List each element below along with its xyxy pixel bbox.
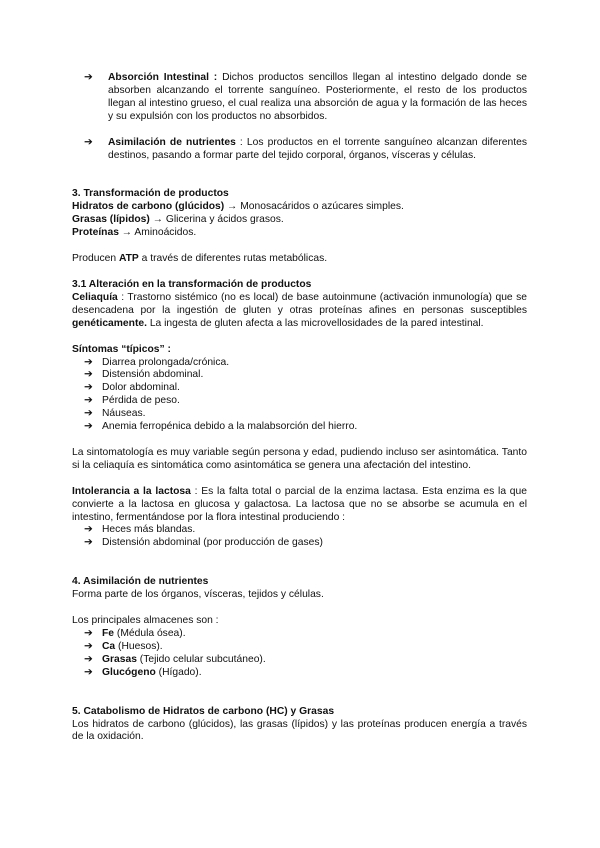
list-item-text: Distensión abdominal (por producción de gases) xyxy=(102,537,323,549)
line-rest: → Monosacáridos o azúcares simples. xyxy=(224,201,404,213)
arrow-icon: ➔ xyxy=(84,136,93,148)
symptomatology-paragraph: La sintomatología es muy variable según persona y edad, pudiendo incluso ser asintomática. Tanto si la celiaquía es sintomática como asintomática se genera una afectación del intestino. xyxy=(72,446,527,471)
arrow-icon: ➔ xyxy=(84,72,93,83)
symptoms-title: Síntomas “típicos” : xyxy=(72,343,171,355)
section-5-text: Los hidratos de carbono (glúcidos), las grasas (lípidos) y las proteínas producen energía a través de la oxidación. xyxy=(72,718,527,743)
lactose-list xyxy=(72,524,527,550)
list-item xyxy=(84,382,527,395)
arrow-icon: ➔ xyxy=(84,382,93,394)
stores-list xyxy=(72,628,527,680)
symptoms-list xyxy=(72,357,527,434)
arrow-icon: ➔ xyxy=(84,666,93,678)
list-item-text: Distensión abdominal. xyxy=(102,369,204,381)
store-detail: (Hígado). xyxy=(155,666,202,678)
list-item-text: Heces más blandas. xyxy=(102,524,196,536)
lactose-text: : Es la falta total o parcial de la enzima lactasa. Esta enzima es la que convierte a la lactosa en glucosa y galactosa. La lactosa que no se absorbe se acumula en el intestino, fermentándose por la flora intestinal produciendo : xyxy=(72,485,527,523)
arrow-icon: ➔ xyxy=(84,653,93,665)
list-item xyxy=(84,628,527,641)
arrow-icon: ➔ xyxy=(84,628,93,639)
bullet-asimilacion xyxy=(72,137,527,163)
arrow-icon: ➔ xyxy=(84,524,93,536)
bullet-title: Absorción Intestinal : xyxy=(108,72,218,83)
document-page xyxy=(72,72,527,744)
line-label: Grasas (lípidos) xyxy=(72,214,150,226)
section-3-heading: 3. Transformación de productos xyxy=(72,188,229,200)
list-item xyxy=(84,395,527,408)
list-item xyxy=(84,408,527,421)
arrow-icon: ➔ xyxy=(84,395,93,407)
section-4-heading: 4. Asimilación de nutrientes xyxy=(72,576,209,588)
bullet-title: Asimilación de nutrientes xyxy=(108,136,236,148)
arrow-icon: ➔ xyxy=(84,421,93,433)
atp-bold: ATP xyxy=(118,253,139,265)
line-label: Proteínas xyxy=(72,227,119,239)
list-item-text: Pérdida de peso. xyxy=(102,395,180,407)
store-detail: (Tejido celular subcutáneo). xyxy=(136,653,266,665)
line-proteinas xyxy=(72,227,527,240)
list-item-text: Diarrea prolongada/crónica. xyxy=(102,356,230,368)
atp-line xyxy=(72,253,527,266)
atp-pre: Producen xyxy=(72,253,119,265)
line-hidratos xyxy=(72,201,527,214)
list-item xyxy=(84,369,527,382)
list-item xyxy=(84,421,527,434)
celiac-text: : Trastorno sistémico (no es local) de base autoinmune (activación inmunología) que se desencadena por la ingestión de gluten y otras proteínas afines en personas susceptibles xyxy=(72,291,527,316)
store-name: Glucógeno xyxy=(102,666,156,678)
celiac-text-2: La ingesta de gluten afecta a las microvellosidades de la pared intestinal. xyxy=(146,317,484,329)
section-31-heading: 3.1 Alteración en la transformación de productos xyxy=(72,278,312,290)
store-detail: (Médula ósea). xyxy=(114,628,186,639)
arrow-icon: ➔ xyxy=(84,356,93,368)
list-item xyxy=(84,357,527,370)
bullet-absorcion xyxy=(72,72,527,124)
list-item-text: Náuseas. xyxy=(102,408,146,420)
store-detail: (Huesos). xyxy=(115,640,163,652)
celiac-label: Celiaquía xyxy=(72,291,118,303)
list-item-text: Anemia ferropénica debido a la malabsorción del hierro. xyxy=(102,421,358,433)
store-name: Grasas xyxy=(102,653,137,665)
celiac-paragraph xyxy=(72,292,527,331)
arrow-icon: ➔ xyxy=(84,369,93,381)
list-item xyxy=(84,537,527,550)
lactose-paragraph xyxy=(72,486,527,525)
line-rest: → Glicerina y ácidos grasos. xyxy=(149,214,284,226)
line-label: Hidratos de carbono (glúcidos) xyxy=(72,201,225,213)
stores-intro: Los principales almacenes son : xyxy=(72,615,219,627)
list-item xyxy=(84,654,527,667)
bullet-text: : Los productos en el torrente sanguíneo alcanzan diferentes destinos, pasando a formar parte del tejido corporal, órganos, vísceras y células. xyxy=(108,136,527,161)
list-item-text: Dolor abdominal. xyxy=(102,382,180,394)
list-item xyxy=(84,667,527,680)
arrow-icon: ➔ xyxy=(84,537,93,549)
section-5-heading: 5. Catabolismo de Hidratos de carbono (HC) y Grasas xyxy=(72,705,335,717)
list-item xyxy=(84,524,527,537)
line-rest: → Aminoácidos. xyxy=(118,227,197,239)
arrow-icon: ➔ xyxy=(84,640,93,652)
store-name: Fe xyxy=(102,628,115,639)
arrow-icon: ➔ xyxy=(84,408,93,420)
atp-post: a través de diferentes rutas metabólicas. xyxy=(138,253,328,265)
list-item xyxy=(84,641,527,654)
section-4-text: Forma parte de los órganos, vísceras, tejidos y células. xyxy=(72,589,324,601)
celiac-bold: genéticamente. xyxy=(72,317,147,329)
store-name: Ca xyxy=(102,640,116,652)
lactose-label: Intolerancia a la lactosa xyxy=(72,485,191,497)
bullet-text: Dichos productos sencillos llegan al intestino delgado donde se absorben alcanzando el torrente sanguíneo. Posteriormente, el resto de los productos llegan al intestino grueso, el cual realiza una absorción de agua y la formación de las heces y su expulsión con los productos no absorbidos. xyxy=(108,72,527,122)
line-grasas xyxy=(72,214,527,227)
